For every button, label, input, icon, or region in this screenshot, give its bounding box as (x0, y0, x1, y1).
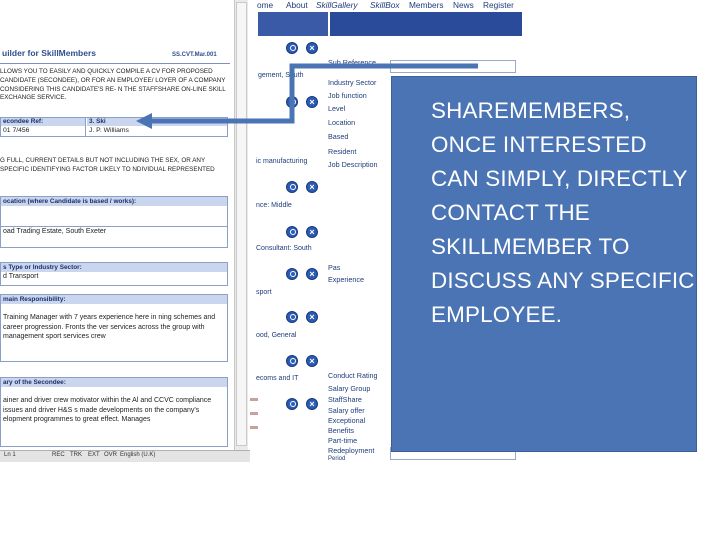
nav-members[interactable]: Members (409, 0, 444, 10)
status-line: Ln 1 (4, 452, 16, 458)
search-icon[interactable] (286, 181, 298, 193)
candidate-fragment: Consultant: South (256, 245, 312, 252)
site-top-nav (252, 0, 522, 12)
candidate-fragment: ic manufacturing (256, 158, 308, 165)
responsibility-header: main Responsibility: (1, 295, 227, 304)
summary-header: ary of the Secondee: (1, 378, 227, 387)
nav-register[interactable]: Register (483, 0, 514, 10)
label-staffshare: StaffShare (328, 395, 362, 404)
search-icon[interactable] (286, 96, 298, 108)
candidate-fragment: gement, South (258, 72, 304, 79)
status-ovr: OVR (104, 452, 118, 458)
delete-icon[interactable]: × (306, 268, 318, 280)
site-banner-right (330, 12, 522, 36)
doc-intro: LLOWS YOU TO EASILY AND QUICKLY COMPILE A CV FOR PROPOSED CANDIDATE (SECONDEE), OR FOR AN EMPLOYEE/ LOYER OF A COMPANY CONSIDERING THIS CANDIDATE'S RE- N THE STAFFSHARE ON-LINE SKILL EXCHANGE SERVICE. (0, 68, 226, 102)
search-icon[interactable] (286, 398, 298, 410)
cv-document-preview (0, 0, 232, 462)
label-exceptional: Exceptional (328, 416, 366, 425)
row-actions (286, 268, 318, 280)
site-banner-left (258, 12, 328, 36)
skillmember-name-header: 3. Ski (87, 118, 227, 126)
status-rec: REC (52, 452, 65, 458)
secondee-ref-header: econdee Ref: (1, 118, 85, 126)
scrollbar-thumb[interactable] (236, 2, 247, 446)
row-actions (286, 311, 318, 323)
label-pas: Pas (328, 263, 341, 272)
row-actions (286, 226, 318, 238)
row-actions (286, 398, 318, 410)
label-part-time: Part-time (328, 436, 358, 445)
row-actions (286, 355, 318, 367)
responsibility-value[interactable]: Training Manager with 7 years experience here in ning schemes and career progression. Fronts the ver services across the group with management sport services crew (3, 314, 216, 340)
sector-box (0, 262, 228, 286)
sub-reference-field[interactable] (390, 60, 516, 73)
reference-row (0, 117, 228, 137)
label-job-function: Job function (328, 91, 367, 100)
nav-skillgallery[interactable]: SkillGallery (316, 0, 358, 10)
label-benefits: Benefits (328, 426, 354, 435)
nav-home[interactable]: ome (257, 0, 274, 10)
nav-about[interactable]: About (286, 0, 308, 10)
search-icon[interactable] (286, 355, 298, 367)
status-trk: TRK (70, 452, 82, 458)
candidate-fragment: sport (256, 289, 272, 296)
label-level: Level (328, 104, 346, 113)
row-actions (286, 181, 318, 193)
scroll-marker (250, 398, 258, 401)
candidate-fragment: ood, General (256, 332, 297, 339)
nav-skillbox[interactable]: SkillBox (370, 0, 400, 10)
sector-value[interactable]: d Transport (3, 273, 39, 280)
callout-text: SHAREMEMBERS, ONCE INTERESTED CAN SIMPLY, DIRECTLY CONTACT THE SKILLMEMBER TO DISCUSS ANY SPECIFIC EMPLOYEE. (431, 98, 695, 327)
label-salary-group: Salary Group (328, 384, 371, 393)
search-icon[interactable] (286, 268, 298, 280)
location-value[interactable]: oad Trading Estate, South Exeter (3, 228, 107, 235)
delete-icon[interactable]: × (306, 311, 318, 323)
scroll-marker (250, 412, 258, 415)
nav-news[interactable]: News (453, 0, 474, 10)
summary-box (0, 377, 228, 447)
label-salary-offer: Salary offer (328, 406, 365, 415)
delete-icon[interactable]: × (306, 96, 318, 108)
label-resident: Resident (328, 147, 357, 156)
location-box (0, 196, 228, 229)
label-job-description: Job Description (328, 160, 378, 169)
secondee-ref-value[interactable]: 01 7/456 (3, 127, 30, 134)
scroll-marker (250, 426, 258, 429)
status-language: English (U.K) (120, 452, 156, 458)
label-industry-sector: Industry Sector (328, 78, 377, 87)
delete-icon[interactable]: × (306, 398, 318, 410)
delete-icon[interactable]: × (306, 42, 318, 54)
row-actions (286, 96, 318, 108)
row-actions (286, 42, 318, 54)
delete-icon[interactable]: × (306, 226, 318, 238)
delete-icon[interactable]: × (306, 355, 318, 367)
doc-divider (0, 63, 230, 64)
label-experience: Experience (328, 275, 364, 284)
summary-value[interactable]: ainer and driver crew motivator within the Al and CCVC compliance issues and driver H&S s made developments on the company's elopment programmes to great effect. Manages (3, 397, 212, 423)
label-based: Based (328, 132, 349, 141)
search-icon[interactable] (286, 226, 298, 238)
secondee-ref-cell (1, 118, 86, 136)
doc-warning: G FULL, CURRENT DETAILS BUT NOT INCLUDING THE SEX, OR ANY SPECIFIC IDENTIFYING FACTOR LIKELY TO NDIVIDUAL REPRESENTED (0, 157, 215, 173)
sub-reference-label: Sub Reference (328, 58, 376, 67)
doc-title: uilder for SkillMembers (2, 48, 96, 58)
location-value-box (0, 226, 228, 248)
label-conduct-rating: Conduct Rating (328, 371, 378, 380)
candidate-fragment: ecoms and IT (256, 375, 299, 382)
responsibility-box (0, 294, 228, 362)
search-icon[interactable] (286, 311, 298, 323)
label-location: Location (328, 118, 356, 127)
status-ext: EXT (88, 452, 100, 458)
delete-icon[interactable]: × (306, 181, 318, 193)
label-redeployment: Redeployment (328, 446, 375, 455)
label-period: Period (328, 456, 346, 462)
callout-box (391, 76, 697, 452)
sector-header: s Type or Industry Sector: (1, 263, 227, 272)
candidate-fragment: nce: Middle (256, 202, 292, 209)
doc-code: SS.CVT.Mar.001 (172, 52, 217, 58)
skillmember-name-cell (87, 118, 227, 136)
location-header: ocation (where Candidate is based / works): (1, 197, 227, 206)
status-bar (0, 450, 250, 462)
vertical-scrollbar[interactable] (234, 0, 248, 450)
search-icon[interactable] (286, 42, 298, 54)
skillmember-name-value[interactable]: J. P. Williams (89, 127, 129, 134)
